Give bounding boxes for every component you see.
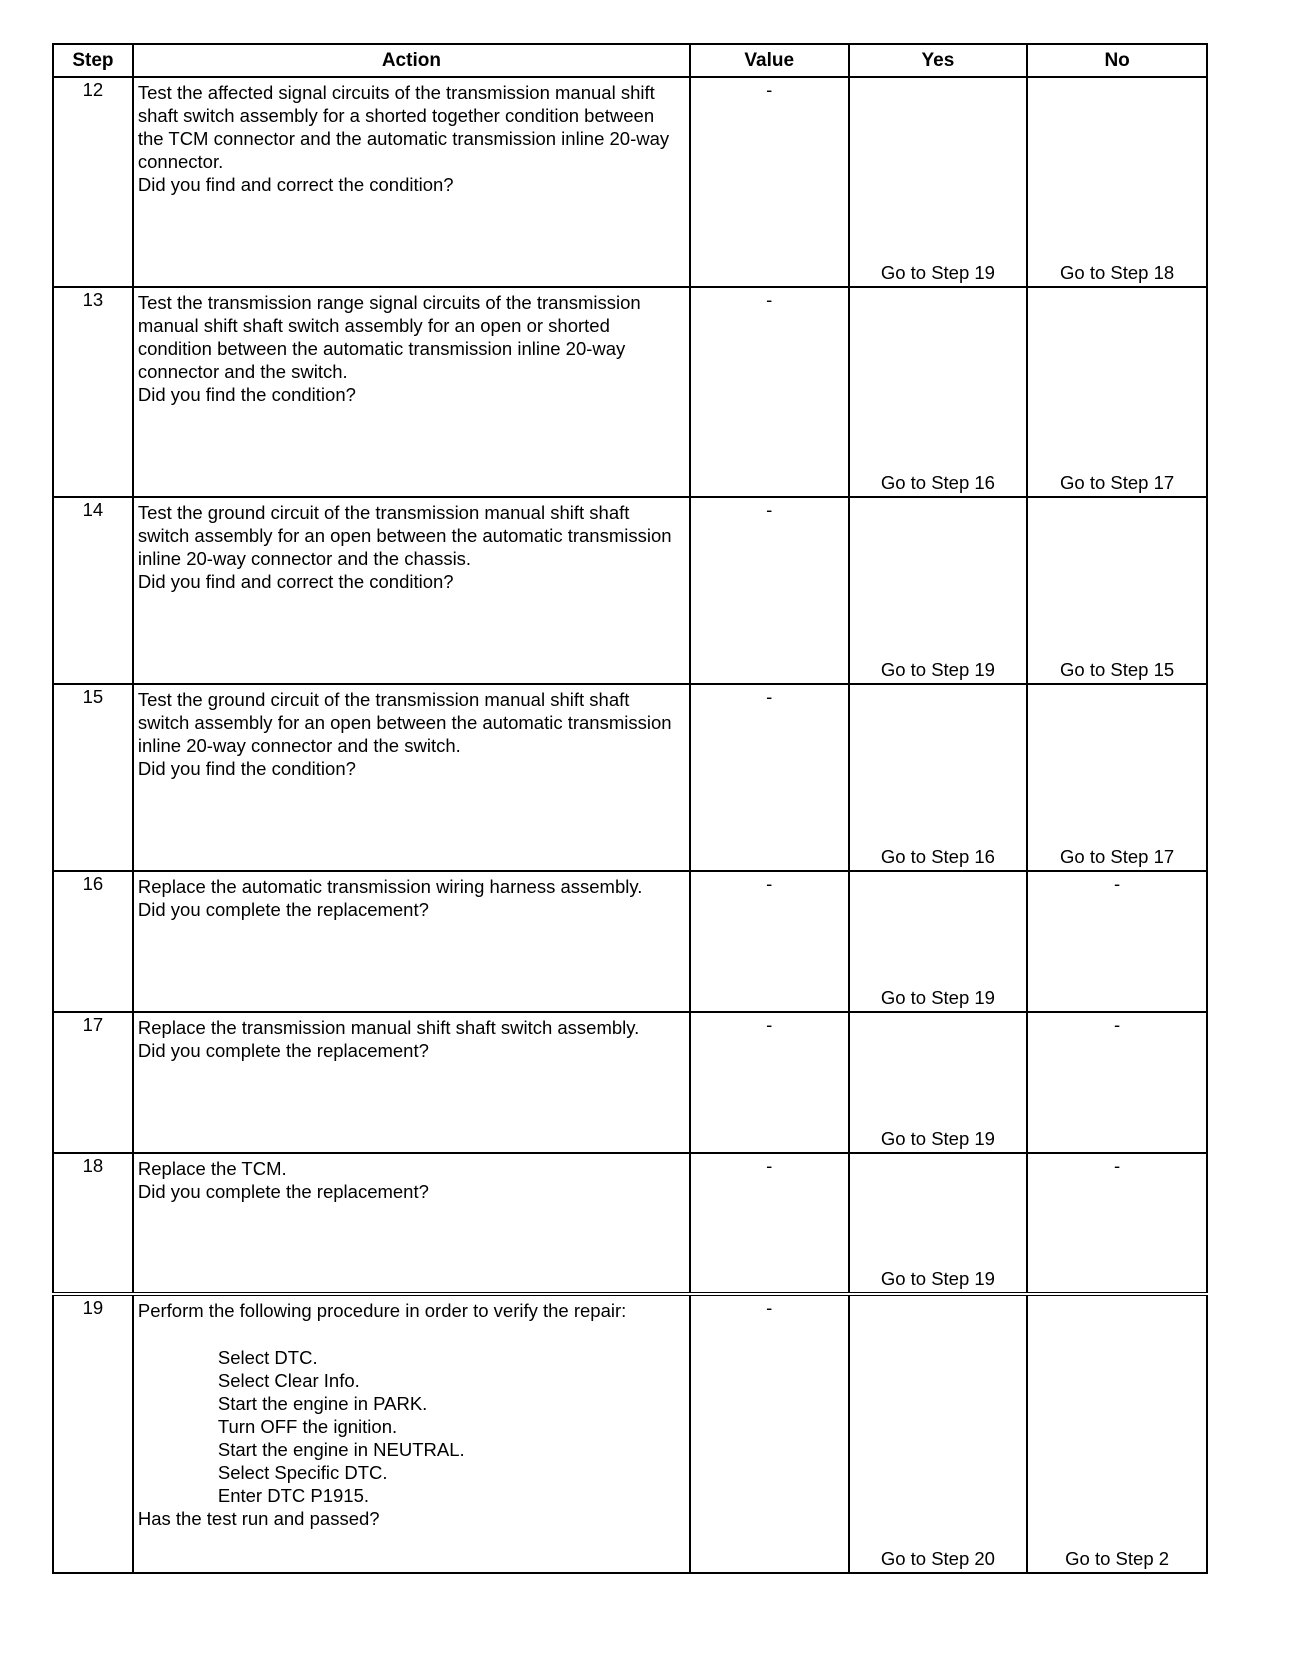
action-text: Test the transmission range signal circuits of the transmission manual shift shaft switch assembly for an open or shorted condition between the automatic transmission inline 20-way connector and the switch. (137, 292, 641, 382)
action-text: Replace the TCM. (137, 1158, 287, 1179)
table-row (53, 497, 1207, 684)
table-row (53, 1153, 1207, 1294)
header-step: Step (53, 44, 133, 77)
value-cell: - (690, 1294, 849, 1573)
step-number: 15 (53, 684, 133, 871)
step-number: 17 (53, 1012, 133, 1153)
action-cell (133, 497, 690, 684)
action-text: Test the ground circuit of the transmission manual shift shaft switch assembly for an open between the automatic transmission inline 20-way connector and the switch. (137, 689, 672, 756)
action-cell (133, 684, 690, 871)
value-cell: - (690, 1153, 849, 1294)
action-question: Did you complete the replacement? (137, 1181, 429, 1202)
procedure-step: Select Clear Info. (217, 1370, 360, 1391)
yes-cell: Go to Step 19 (849, 1153, 1028, 1294)
step-number: 12 (53, 77, 133, 287)
no-cell: - (1027, 1012, 1207, 1153)
no-cell: - (1027, 871, 1207, 1012)
header-yes: Yes (849, 44, 1028, 77)
yes-cell: Go to Step 19 (849, 77, 1028, 287)
action-cell (133, 1294, 690, 1573)
procedure-step: Start the engine in PARK. (217, 1393, 428, 1414)
diagnostic-table (52, 43, 1208, 1574)
action-cell (133, 1153, 690, 1294)
action-cell (133, 1012, 690, 1153)
procedure-step: Start the engine in NEUTRAL. (217, 1439, 465, 1460)
yes-cell: Go to Step 19 (849, 497, 1028, 684)
procedure-step: Enter DTC P1915. (217, 1485, 370, 1506)
action-question: Did you find and correct the condition? (137, 174, 454, 195)
action-question: Did you find and correct the condition? (137, 571, 454, 592)
step-number: 16 (53, 871, 133, 1012)
table-row (53, 77, 1207, 287)
no-cell: Go to Step 15 (1027, 497, 1207, 684)
action-question: Did you complete the replacement? (137, 899, 429, 920)
yes-cell: Go to Step 19 (849, 871, 1028, 1012)
header-row (53, 44, 1207, 77)
value-cell: - (690, 497, 849, 684)
value-cell: - (690, 287, 849, 497)
procedure-step: Select Specific DTC. (217, 1462, 388, 1483)
action-text: Perform the following procedure in order to verify the repair: (137, 1300, 627, 1321)
no-cell: Go to Step 17 (1027, 684, 1207, 871)
action-question: Did you find the condition? (137, 758, 356, 779)
action-question: Did you find the condition? (137, 384, 356, 405)
action-text: Test the ground circuit of the transmission manual shift shaft switch assembly for an open between the automatic transmission inline 20-way connector and the chassis. (137, 502, 672, 569)
yes-cell: Go to Step 16 (849, 287, 1028, 497)
value-cell: - (690, 684, 849, 871)
no-cell: Go to Step 17 (1027, 287, 1207, 497)
table-row (53, 1294, 1207, 1573)
table-row (53, 287, 1207, 497)
step-number: 14 (53, 497, 133, 684)
yes-cell: Go to Step 16 (849, 684, 1028, 871)
value-cell: - (690, 1012, 849, 1153)
table-row (53, 1012, 1207, 1153)
step-number: 13 (53, 287, 133, 497)
yes-cell: Go to Step 19 (849, 1012, 1028, 1153)
action-cell (133, 77, 690, 287)
step-number: 19 (53, 1294, 133, 1573)
value-cell: - (690, 77, 849, 287)
value-cell: - (690, 871, 849, 1012)
action-text: Replace the automatic transmission wiring harness assembly. (137, 876, 643, 897)
action-cell (133, 287, 690, 497)
header-no: No (1027, 44, 1207, 77)
action-text: Test the affected signal circuits of the transmission manual shift shaft switch assembly for a shorted together condition between the TCM connector and the automatic transmission inline 20-way connector. (137, 82, 670, 172)
step-number: 18 (53, 1153, 133, 1294)
procedure-step: Select DTC. (217, 1347, 318, 1368)
table-row (53, 871, 1207, 1012)
no-cell: Go to Step 18 (1027, 77, 1207, 287)
action-cell (133, 871, 690, 1012)
no-cell: - (1027, 1153, 1207, 1294)
action-question: Has the test run and passed? (137, 1508, 380, 1529)
procedure-list (218, 1346, 685, 1507)
no-cell: Go to Step 2 (1027, 1294, 1207, 1573)
yes-cell: Go to Step 20 (849, 1294, 1028, 1573)
header-action: Action (133, 44, 690, 77)
action-text: Replace the transmission manual shift shaft switch assembly. (137, 1017, 640, 1038)
table-row (53, 684, 1207, 871)
header-value: Value (690, 44, 849, 77)
procedure-step: Turn OFF the ignition. (217, 1416, 398, 1437)
action-question: Did you complete the replacement? (137, 1040, 429, 1061)
